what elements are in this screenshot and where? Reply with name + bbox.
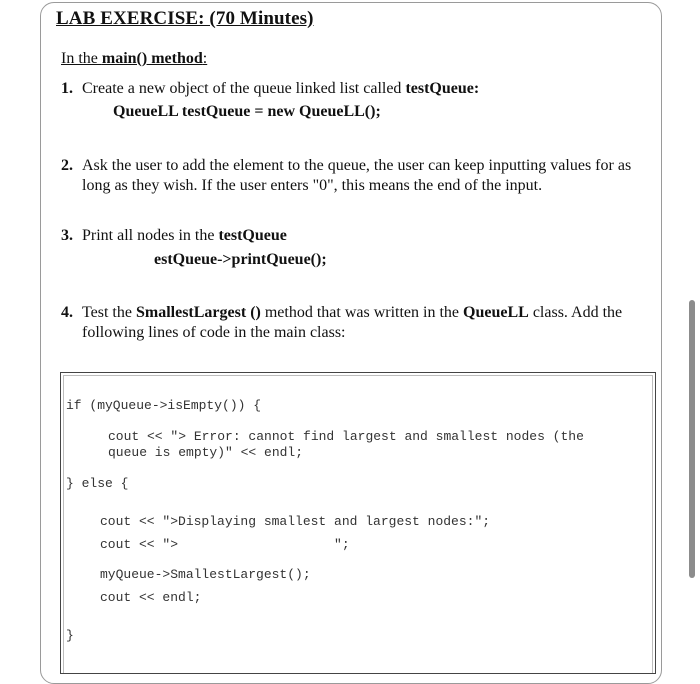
- step-text-colon: :: [473, 80, 480, 97]
- step-text-bold: QueueLL: [463, 304, 529, 321]
- step-text-part: Create a new object of the queue linked list called: [82, 80, 406, 97]
- step-text-part: Print all nodes in the: [82, 227, 219, 244]
- step-number: 3.: [61, 227, 73, 244]
- step-text-bold: SmallestLargest (): [135, 304, 261, 321]
- code-line-close-brace: }: [66, 628, 74, 643]
- section-prefix: In the: [61, 50, 102, 67]
- step-text: [82, 79, 642, 99]
- section-bold: main() method: [101, 50, 203, 67]
- step-3-code: estQueue->printQueue();: [154, 251, 327, 268]
- code-line-endl: cout << endl;: [100, 590, 202, 605]
- step-number: 1.: [61, 80, 73, 97]
- step-text: Ask the user to add the element to the queue, the user can keep inputting values for as long as they wish. If the user enters "0", this means the end of the input.: [82, 157, 632, 194]
- code-line-if: if (myQueue->isEmpty()) {: [66, 398, 262, 413]
- step-text: [82, 226, 642, 246]
- code-line-display: cout << ">Displaying smallest and largest nodes:";: [100, 514, 491, 529]
- step-text-part: method that was written in the: [260, 304, 464, 321]
- code-line-error-cont: queue is empty)" << endl;: [108, 445, 304, 460]
- step-1-code: QueueLL testQueue = new QueueLL();: [113, 103, 381, 120]
- step-text-part: Test the: [82, 304, 136, 321]
- step-number: 4.: [61, 304, 73, 321]
- section-heading: [61, 50, 207, 68]
- page-title: LAB EXERCISE: (70 Minutes): [56, 8, 314, 29]
- code-line-error: cout << "> Error: cannot find largest and smallest nodes (the: [108, 429, 584, 444]
- scrollbar[interactable]: [689, 300, 695, 578]
- code-line-else: } else {: [66, 476, 129, 491]
- step-number: 2.: [61, 157, 73, 174]
- section-suffix: :: [202, 50, 208, 67]
- step-text-bold: testQueue: [405, 80, 474, 97]
- step-text-part: class. Add the following lines of code in the main class:: [82, 304, 623, 341]
- step-text-bold: testQueue: [218, 227, 287, 244]
- step-text: [82, 303, 642, 343]
- code-line-smallestlargest: myQueue->SmallestLargest();: [100, 567, 311, 582]
- code-line-cout-blank: cout << "> ";: [100, 537, 350, 552]
